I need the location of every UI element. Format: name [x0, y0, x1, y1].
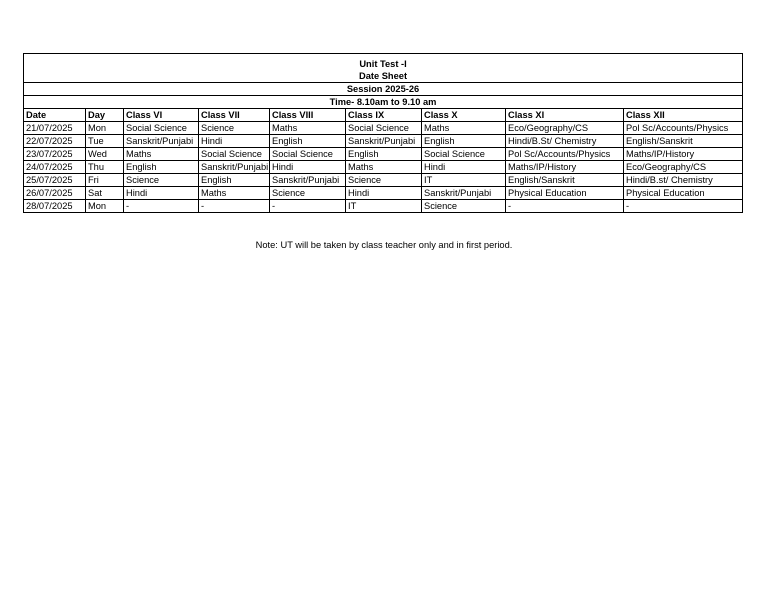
column-header-class-xi: Class XI — [506, 109, 624, 122]
table-row — [24, 161, 743, 174]
table-cell: Mon — [86, 122, 124, 135]
table-cell: Hindi — [422, 161, 506, 174]
table-cell: Social Science — [270, 148, 346, 161]
table-cell: Mon — [86, 200, 124, 213]
table-row — [24, 135, 743, 148]
table-cell: Sanskrit/Punjabi — [199, 161, 270, 174]
table-cell: Sanskrit/Punjabi — [124, 135, 199, 148]
table-cell: 26/07/2025 — [24, 187, 86, 200]
table-cell: 28/07/2025 — [24, 200, 86, 213]
table-cell: - — [124, 200, 199, 213]
sheet-subtitle: Date Sheet — [24, 70, 743, 83]
table-cell: Physical Education — [506, 187, 624, 200]
table-cell: Social Science — [199, 148, 270, 161]
column-header-date: Date — [24, 109, 86, 122]
table-cell: English/Sanskrit — [506, 174, 624, 187]
table-cell: - — [270, 200, 346, 213]
table-cell: 24/07/2025 — [24, 161, 86, 174]
column-header-class-xii: Class XII — [624, 109, 743, 122]
table-cell: Science — [124, 174, 199, 187]
session-label: Session 2025-26 — [24, 83, 743, 96]
table-cell: Maths/IP/History — [624, 148, 743, 161]
table-cell: Sat — [86, 187, 124, 200]
table-cell: Hindi — [124, 187, 199, 200]
table-cell: - — [506, 200, 624, 213]
table-cell: 22/07/2025 — [24, 135, 86, 148]
table-cell: - — [199, 200, 270, 213]
table-cell: Hindi — [346, 187, 422, 200]
table-cell: Eco/Geography/CS — [506, 122, 624, 135]
table-row — [24, 122, 743, 135]
table-cell: English/Sanskrit — [624, 135, 743, 148]
date-sheet-table — [23, 53, 743, 213]
table-cell: Science — [346, 174, 422, 187]
table-cell: Thu — [86, 161, 124, 174]
table-cell: English — [270, 135, 346, 148]
column-header-class-x: Class X — [422, 109, 506, 122]
column-header-class-viii: Class VIII — [270, 109, 346, 122]
sheet-title: Unit Test -I — [24, 54, 743, 71]
table-cell: Maths — [199, 187, 270, 200]
table-cell: Sanskrit/Punjabi — [422, 187, 506, 200]
column-header-day: Day — [86, 109, 124, 122]
table-row — [24, 148, 743, 161]
table-cell: Wed — [86, 148, 124, 161]
table-cell: Maths — [124, 148, 199, 161]
column-header-class-vi: Class VI — [124, 109, 199, 122]
table-cell: Hindi/B.st/ Chemistry — [624, 174, 743, 187]
table-cell: Science — [270, 187, 346, 200]
table-row — [24, 200, 743, 213]
table-cell: Physical Education — [624, 187, 743, 200]
table-cell: Science — [422, 200, 506, 213]
table-cell: 25/07/2025 — [24, 174, 86, 187]
column-header-class-ix: Class IX — [346, 109, 422, 122]
table-cell: English — [346, 148, 422, 161]
date-sheet — [23, 53, 742, 213]
table-row — [24, 174, 743, 187]
table-cell: Eco/Geography/CS — [624, 161, 743, 174]
table-cell: Pol Sc/Accounts/Physics — [506, 148, 624, 161]
table-cell: Maths — [422, 122, 506, 135]
time-label: Time- 8.10am to 9.10 am — [24, 96, 743, 109]
table-cell: English — [422, 135, 506, 148]
table-cell: Tue — [86, 135, 124, 148]
table-cell: Science — [199, 122, 270, 135]
table-cell: Hindi — [270, 161, 346, 174]
table-cell: Maths/IP/History — [506, 161, 624, 174]
table-cell: Sanskrit/Punjabi — [270, 174, 346, 187]
table-cell: Hindi/B.St/ Chemistry — [506, 135, 624, 148]
table-cell: English — [199, 174, 270, 187]
column-header-class-vii: Class VII — [199, 109, 270, 122]
table-cell: Social Science — [124, 122, 199, 135]
column-header-row — [24, 109, 743, 122]
table-cell: IT — [422, 174, 506, 187]
note-text: Note: UT will be taken by class teacher only and in first period. — [255, 240, 513, 250]
table-cell: Pol Sc/Accounts/Physics — [624, 122, 743, 135]
table-cell: Maths — [270, 122, 346, 135]
table-cell: Fri — [86, 174, 124, 187]
table-cell: Maths — [346, 161, 422, 174]
table-cell: Social Science — [346, 122, 422, 135]
table-row — [24, 187, 743, 200]
table-cell: - — [624, 200, 743, 213]
table-cell: English — [124, 161, 199, 174]
table-cell: 21/07/2025 — [24, 122, 86, 135]
table-cell: Social Science — [422, 148, 506, 161]
table-cell: IT — [346, 200, 422, 213]
table-cell: 23/07/2025 — [24, 148, 86, 161]
table-cell: Sanskrit/Punjabi — [346, 135, 422, 148]
table-cell: Hindi — [199, 135, 270, 148]
